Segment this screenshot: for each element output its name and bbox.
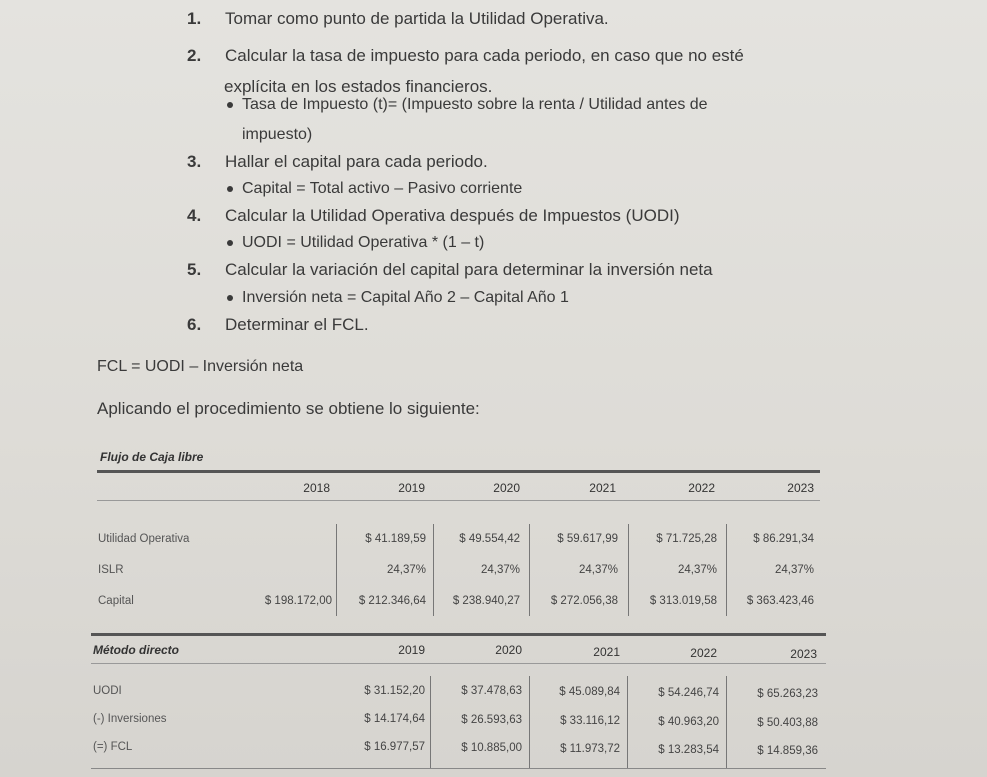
table1-year: 2019 bbox=[398, 481, 425, 495]
table1-top-rule bbox=[97, 470, 820, 473]
step-text: Tomar como punto de partida la Utilidad Operativa. bbox=[225, 9, 609, 28]
step-number: 6. bbox=[187, 315, 202, 334]
bullet-text: Tasa de Impuesto (t)= (Impuesto sobre la renta / Utilidad antes de bbox=[242, 96, 708, 113]
table-cell: 24,37% bbox=[480, 564, 520, 576]
bullet-text: Inversión neta = Capital Año 2 – Capital Año 1 bbox=[242, 289, 569, 306]
step-number: 4. bbox=[187, 206, 202, 225]
table-cell: $ 10.885,00 bbox=[461, 742, 522, 754]
bullet-dot bbox=[227, 295, 233, 301]
step-2-continued: explícita en los estados financieros. bbox=[224, 77, 493, 96]
table2-header-rule bbox=[91, 663, 826, 664]
bullet-text: UODI = Utilidad Operativa * (1 – t) bbox=[242, 234, 485, 251]
table-cell: $ 198.172,00 bbox=[264, 595, 332, 607]
bullet-dot bbox=[227, 102, 233, 108]
table-cell: $ 13.283,54 bbox=[658, 744, 719, 756]
table-cell: $ 238.940,27 bbox=[452, 595, 520, 607]
table-cell: $ 33.116,12 bbox=[560, 715, 620, 727]
table-cell: $ 313.019,58 bbox=[649, 595, 717, 607]
table-cell: $ 71.725,28 bbox=[656, 533, 717, 545]
bullet-dot bbox=[227, 240, 233, 246]
step-number: 2. bbox=[187, 46, 202, 65]
table1-title: Flujo de Caja libre bbox=[100, 450, 204, 464]
step-number: 3. bbox=[187, 152, 202, 171]
step-number: 5. bbox=[187, 260, 202, 279]
table-cell: 24,37% bbox=[677, 564, 717, 576]
table-cell: $ 41.189,59 bbox=[365, 533, 426, 545]
table1-header-rule bbox=[97, 500, 820, 501]
row-label: UODI bbox=[93, 685, 122, 697]
step-text: Calcular la Utilidad Operativa después de Impuestos (UODI) bbox=[225, 206, 680, 225]
table-cell: $ 49.554,42 bbox=[459, 533, 520, 545]
table1-year: 2020 bbox=[493, 481, 520, 495]
table2-title: Método directo bbox=[93, 643, 179, 657]
bullet-tax-rate-continued: impuesto) bbox=[242, 126, 313, 143]
table-cell: $ 363.423,46 bbox=[746, 595, 814, 607]
step-text: Hallar el capital para cada periodo. bbox=[225, 152, 488, 171]
table-cell: $ 16.977,57 bbox=[364, 741, 425, 753]
table-cell: $ 40.963,20 bbox=[658, 716, 719, 728]
table-cell: $ 37.478,63 bbox=[461, 685, 522, 697]
table-cell: 24,37% bbox=[578, 564, 618, 576]
table-cell: $ 14.174,64 bbox=[364, 713, 425, 725]
bullet-text: Capital = Total activo – Pasivo corriente bbox=[242, 180, 523, 197]
table-cell: $ 86.291,34 bbox=[753, 533, 814, 545]
row-label: (-) Inversiones bbox=[93, 713, 167, 725]
table-cell: $ 272.056,38 bbox=[550, 595, 618, 607]
step-text: Calcular la tasa de impuesto para cada periodo, en caso que no esté bbox=[225, 46, 744, 65]
row-label: Utilidad Operativa bbox=[98, 533, 190, 545]
table-cell: $ 65.263,23 bbox=[757, 688, 818, 700]
intro-text: Aplicando el procedimiento se obtiene lo siguiente: bbox=[97, 399, 480, 418]
table-cell: $ 54.246,74 bbox=[658, 687, 719, 699]
table-cell: 24,37% bbox=[386, 564, 426, 576]
table2-bottom-rule bbox=[91, 768, 826, 769]
table2-year: 2021 bbox=[593, 645, 620, 659]
table-cell: $ 45.089,84 bbox=[559, 686, 620, 698]
table2-year: 2022 bbox=[690, 646, 717, 660]
table2-year: 2020 bbox=[495, 643, 522, 657]
step-text: Calcular la variación del capital para determinar la inversión neta bbox=[225, 260, 713, 279]
table-cell: $ 14.859,36 bbox=[757, 745, 818, 757]
table2-year: 2019 bbox=[398, 643, 425, 657]
table-cell: $ 31.152,20 bbox=[364, 685, 425, 697]
step-text: Determinar el FCL. bbox=[225, 315, 369, 334]
row-label: Capital bbox=[98, 595, 134, 607]
table-cell: $ 26.593,63 bbox=[461, 714, 522, 726]
table1-year: 2021 bbox=[589, 481, 616, 495]
table-cell: $ 11.973,72 bbox=[560, 743, 620, 755]
table-cell: $ 50.403,88 bbox=[757, 717, 818, 729]
table2-top-rule bbox=[91, 633, 826, 636]
table2-year: 2023 bbox=[790, 647, 817, 661]
table1-year: 2018 bbox=[303, 481, 330, 495]
step-number: 1. bbox=[187, 9, 202, 28]
table1-year: 2022 bbox=[688, 481, 715, 495]
table-cell: $ 59.617,99 bbox=[557, 533, 618, 545]
table-cell: 24,37% bbox=[774, 564, 814, 576]
row-label: ISLR bbox=[98, 564, 124, 576]
table-cell: $ 212.346,64 bbox=[358, 595, 426, 607]
bullet-dot bbox=[227, 186, 233, 192]
fcl-formula: FCL = UODI – Inversión neta bbox=[97, 358, 304, 375]
table1-year: 2023 bbox=[787, 481, 814, 495]
row-label: (=) FCL bbox=[93, 741, 133, 753]
